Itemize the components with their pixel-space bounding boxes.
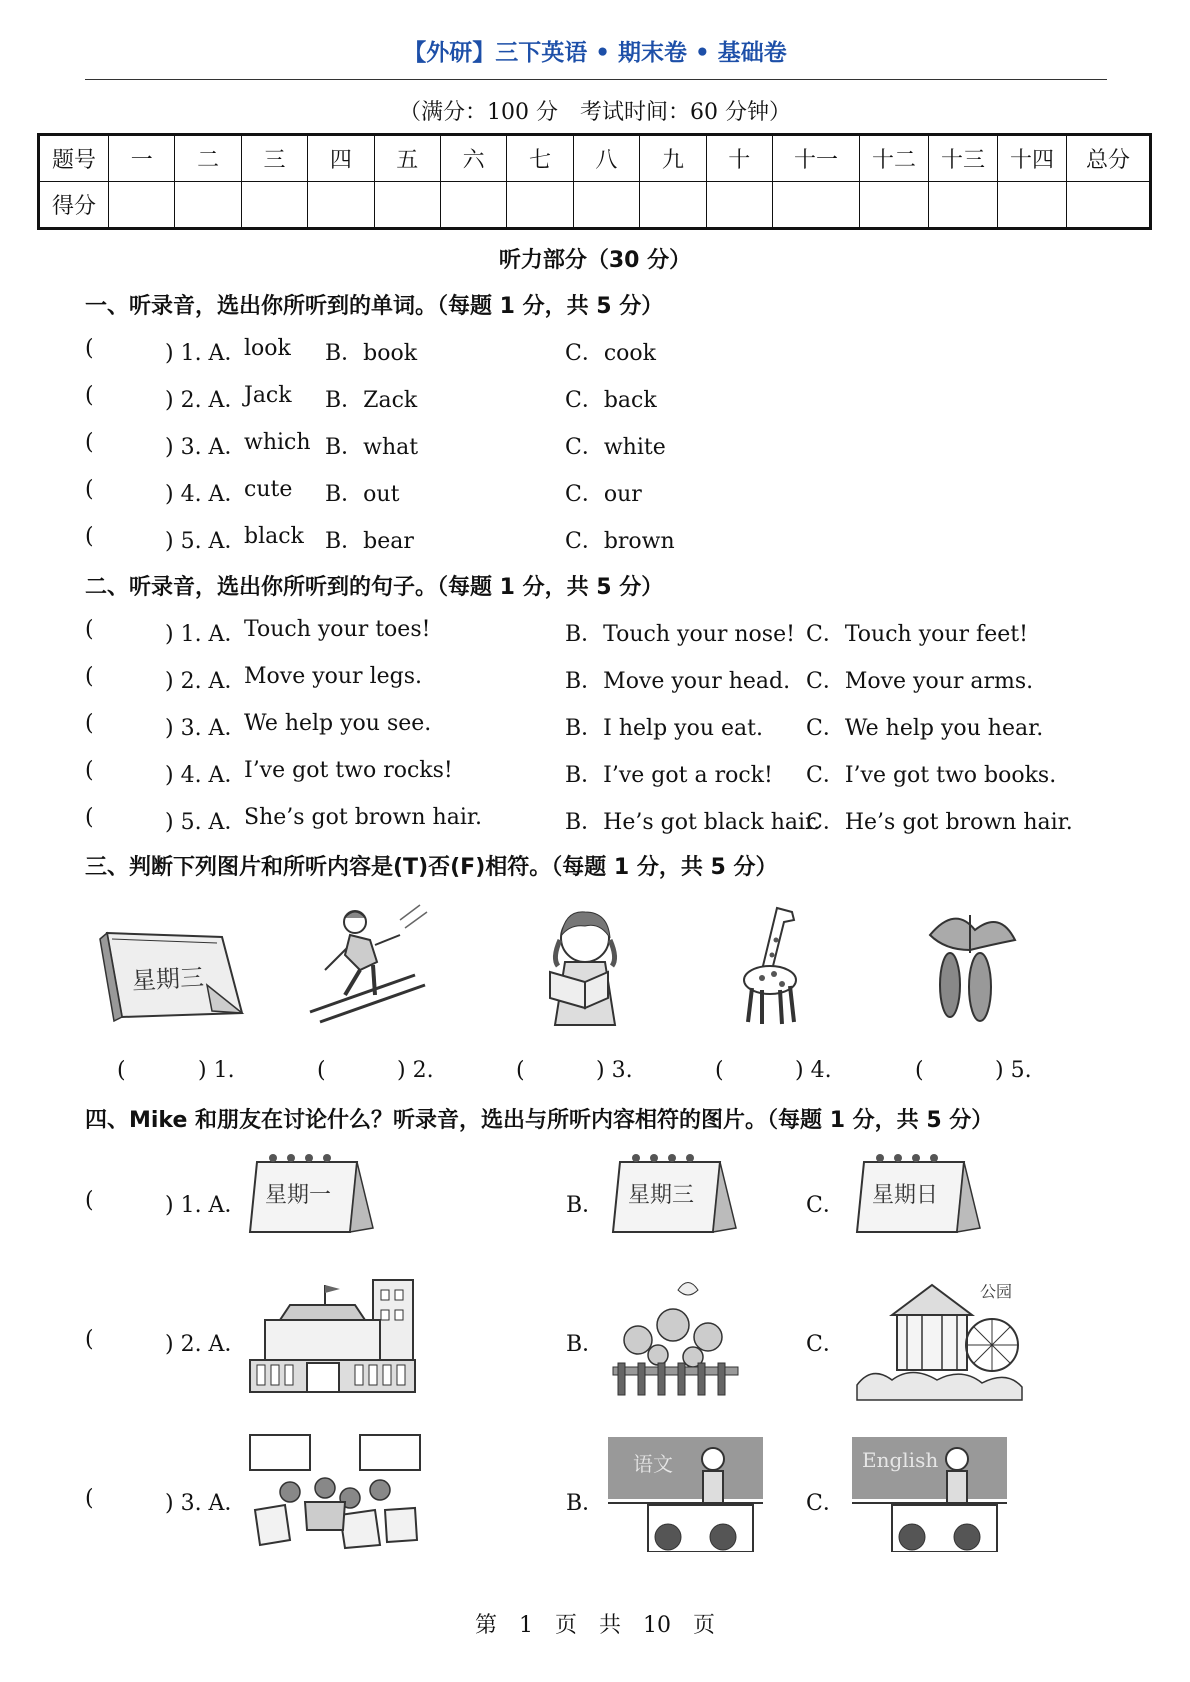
option-c: C．Touch your feet!: [806, 622, 1028, 647]
question-number: ) 1. A．: [165, 1193, 247, 1218]
answer-bracket[interactable]: (: [117, 1058, 126, 1083]
col-9: 九: [640, 135, 706, 182]
park-sign-text: 公园: [980, 1282, 1013, 1301]
answer-bracket[interactable]: (: [85, 1188, 94, 1213]
option-c: C．I’ve got two books.: [806, 763, 1057, 788]
question-number: ) 2. A．: [165, 388, 247, 413]
calendar-option-a[interactable]: [245, 1150, 380, 1245]
col-2: 二: [175, 135, 241, 182]
col-14: 十四: [998, 135, 1067, 182]
answer-bracket[interactable]: (: [85, 805, 94, 830]
picture-label-3: ) 3.: [596, 1058, 633, 1083]
answer-bracket[interactable]: (: [85, 383, 94, 408]
col-13: 十三: [929, 135, 998, 182]
col-1: 一: [109, 135, 175, 182]
option-c: C．our: [565, 482, 642, 507]
score-cell[interactable]: [773, 182, 860, 229]
answer-bracket[interactable]: (: [85, 1486, 94, 1511]
part3-title: 三、判断下列图片和所听内容是(T)否(F)相符。（每题 1 分，共 5 分）: [85, 855, 778, 880]
calendar-c-text: 星期日: [872, 1183, 939, 1208]
part4-title: 四、Mike 和朋友在讨论什么？听录音，选出与所听内容相符的图片。（每题 1 分，共 5 分）: [85, 1108, 994, 1133]
option-a: black: [244, 524, 304, 549]
calendar-b-text: 星期三: [628, 1183, 695, 1208]
col-5: 五: [374, 135, 440, 182]
answer-bracket[interactable]: (: [85, 336, 94, 361]
skier-picture: [305, 900, 435, 1030]
question-number: ) 4. A．: [165, 763, 247, 788]
option-a: Move your legs.: [244, 664, 422, 689]
option-c-label: C．: [806, 1332, 845, 1357]
score-cell[interactable]: [998, 182, 1067, 229]
score-cell[interactable]: [640, 182, 706, 229]
answer-bracket[interactable]: (: [85, 524, 94, 549]
page-footer: 第 1 页 共 10 页: [475, 1613, 715, 1638]
calendar-day-text: 星期三: [131, 963, 205, 996]
row-label-score: 得分: [39, 182, 109, 229]
chinese-class-picture[interactable]: [608, 1437, 763, 1552]
picture-label-1: ) 1.: [198, 1058, 235, 1083]
question-number: ) 3. A．: [165, 1491, 247, 1516]
garden-picture[interactable]: [608, 1275, 743, 1400]
answer-bracket[interactable]: (: [85, 758, 94, 783]
calendar-a-text: 星期一: [265, 1183, 332, 1208]
answer-bracket[interactable]: (: [85, 617, 94, 642]
score-cell[interactable]: [706, 182, 772, 229]
score-info: （满分：100 分 考试时间：60 分钟）: [399, 100, 791, 125]
option-b-label: B．: [566, 1491, 605, 1516]
col-4: 四: [308, 135, 374, 182]
picture-label-5: ) 5.: [995, 1058, 1032, 1083]
picture-label-4: ) 4.: [795, 1058, 832, 1083]
option-a: She’s got brown hair.: [244, 805, 482, 830]
answer-bracket[interactable]: (: [317, 1058, 326, 1083]
option-a: cute: [244, 477, 293, 502]
option-b: B．book: [325, 341, 418, 366]
score-cell[interactable]: [175, 182, 241, 229]
option-b: B．Move your head.: [565, 669, 791, 694]
option-a: look: [244, 336, 291, 361]
option-a: We help you see.: [244, 711, 432, 736]
score-cell[interactable]: [860, 182, 929, 229]
option-c: C．cook: [565, 341, 656, 366]
board-b-text: 语文: [633, 1452, 673, 1476]
calendar-picture: [92, 925, 252, 1030]
score-cell[interactable]: [507, 182, 573, 229]
option-b-label: B．: [566, 1193, 605, 1218]
option-c-label: C．: [806, 1193, 845, 1218]
question-number: ) 2. A．: [165, 1332, 247, 1357]
option-b: B．Zack: [325, 388, 418, 413]
option-c: C．back: [565, 388, 657, 413]
picture-label-2: ) 2.: [397, 1058, 434, 1083]
option-a: Jack: [244, 383, 292, 408]
board-c-text: English: [862, 1448, 939, 1472]
answer-bracket[interactable]: (: [915, 1058, 924, 1083]
park-picture[interactable]: [852, 1275, 1027, 1405]
col-6: 六: [440, 135, 506, 182]
col-total: 总分: [1067, 135, 1151, 182]
option-b: B．Touch your nose!: [565, 622, 795, 647]
col-8: 八: [573, 135, 639, 182]
option-c-label: C．: [806, 1491, 845, 1516]
option-c: C．white: [565, 435, 666, 460]
answer-bracket[interactable]: (: [85, 430, 94, 455]
question-number: ) 5. A．: [165, 810, 247, 835]
option-a: I’ve got two rocks!: [244, 758, 453, 783]
option-c: C．brown: [565, 529, 675, 554]
question-number: ) 1. A．: [165, 341, 247, 366]
vegetable-picture: [915, 905, 1025, 1030]
girl-reading-picture: [530, 900, 640, 1030]
calendar-option-c[interactable]: [852, 1150, 987, 1245]
score-cell[interactable]: [440, 182, 506, 229]
question-number: ) 4. A．: [165, 482, 247, 507]
col-12: 十二: [860, 135, 929, 182]
calendar-option-b[interactable]: [608, 1150, 743, 1245]
answer-bracket[interactable]: (: [85, 664, 94, 689]
school-picture[interactable]: [245, 1275, 420, 1400]
score-cell[interactable]: [109, 182, 175, 229]
listening-section-title: 听力部分（30 分）: [498, 248, 692, 273]
english-class-picture[interactable]: [852, 1437, 1007, 1552]
question-number: ) 3. A．: [165, 435, 247, 460]
score-cell[interactable]: [1067, 182, 1151, 229]
question-number: ) 3. A．: [165, 716, 247, 741]
document-title: 【外研】三下英语 • 期末卷 • 基础卷: [403, 40, 787, 66]
score-cell[interactable]: [308, 182, 374, 229]
question-number: ) 2. A．: [165, 669, 247, 694]
col-11: 十一: [773, 135, 860, 182]
option-b: B．what: [325, 435, 419, 460]
answer-bracket[interactable]: (: [85, 477, 94, 502]
option-b: B．He’s got black hair.: [565, 810, 821, 835]
option-c: C．He’s got brown hair.: [806, 810, 1073, 835]
option-c: C．Move your arms.: [806, 669, 1034, 694]
score-cell[interactable]: [929, 182, 998, 229]
answer-bracket[interactable]: (: [85, 711, 94, 736]
answer-bracket[interactable]: (: [715, 1058, 724, 1083]
score-table: [37, 133, 1152, 230]
answer-bracket[interactable]: (: [85, 1327, 94, 1352]
question-number: ) 5. A．: [165, 529, 247, 554]
col-10: 十: [706, 135, 772, 182]
option-a: Touch your toes!: [244, 617, 431, 642]
option-b-label: B．: [566, 1332, 605, 1357]
art-class-picture[interactable]: [245, 1430, 425, 1555]
option-b: B．bear: [325, 529, 414, 554]
col-3: 三: [241, 135, 307, 182]
score-table-header-row: [39, 135, 1151, 182]
option-b: B．I’ve got a rock!: [565, 763, 773, 788]
giraffe-picture: [732, 900, 822, 1030]
col-7: 七: [507, 135, 573, 182]
option-c: C．We help you hear.: [806, 716, 1044, 741]
option-b: B．I help you eat.: [565, 716, 763, 741]
row-label-number: 题号: [39, 135, 109, 182]
option-a: which: [244, 430, 311, 455]
score-table-score-row: [39, 182, 1151, 229]
header-rule: [85, 79, 1107, 80]
score-cell[interactable]: [241, 182, 307, 229]
option-b: B．out: [325, 482, 400, 507]
part1-title: 一、听录音，选出你所听到的单词。（每题 1 分，共 5 分）: [85, 294, 664, 319]
score-cell[interactable]: [573, 182, 639, 229]
question-number: ) 1. A．: [165, 622, 247, 647]
score-cell[interactable]: [374, 182, 440, 229]
part2-title: 二、听录音，选出你所听到的句子。（每题 1 分，共 5 分）: [85, 575, 664, 600]
answer-bracket[interactable]: (: [516, 1058, 525, 1083]
